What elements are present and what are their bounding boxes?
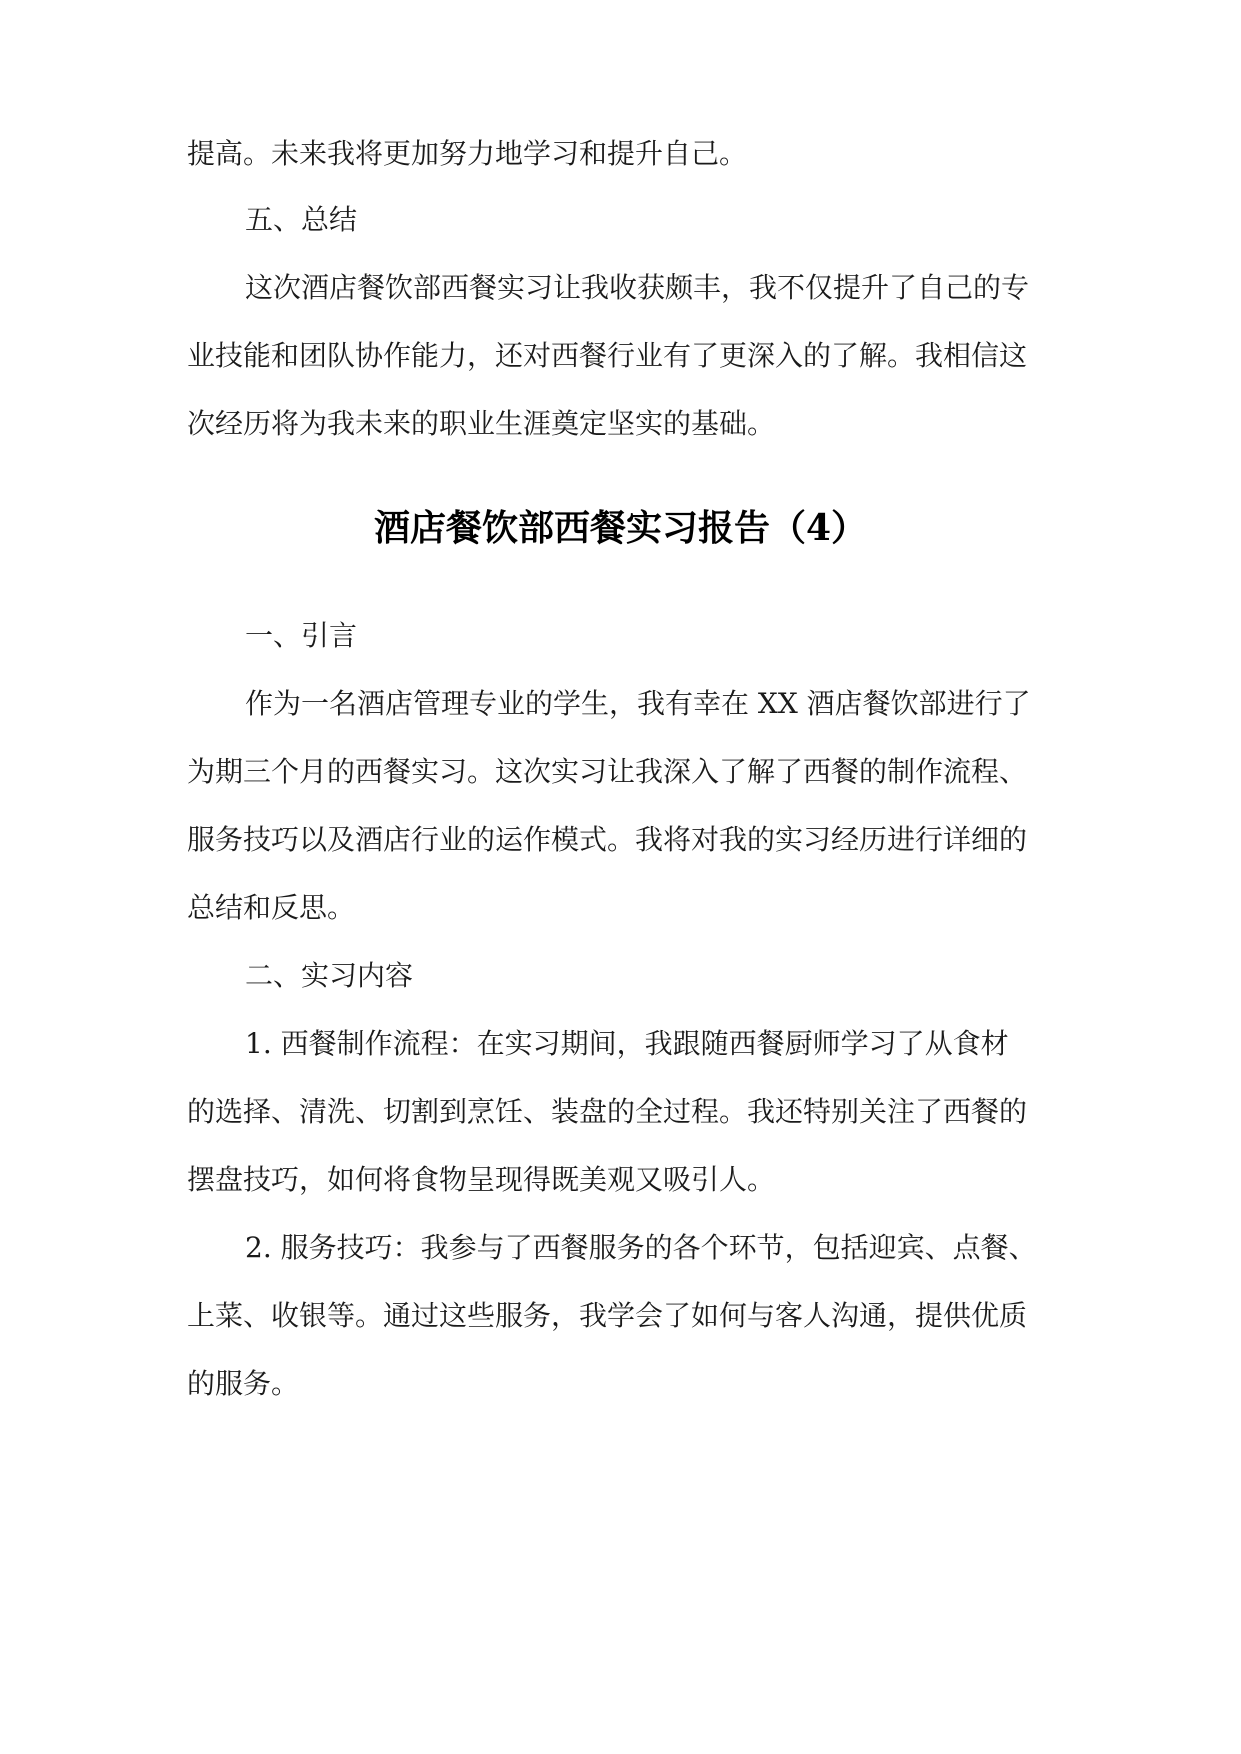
paragraph-line: 这次酒店餐饮部西餐实习让我收获颇丰，我不仅提升了自己的专 xyxy=(245,271,1030,304)
list-item-line: 1. 西餐制作流程：在实习期间，我跟随西餐厨师学习了从食材 xyxy=(245,1027,1009,1060)
paragraph-line: 业技能和团队协作能力，还对西餐行业有了更深入的了解。我相信这 xyxy=(187,339,1028,372)
list-item-line: 上菜、收银等。通过这些服务，我学会了如何与客人沟通，提供优质 xyxy=(187,1299,1028,1332)
section-heading-summary: 五、总结 xyxy=(245,203,358,236)
list-item-line: 2. 服务技巧：我参与了西餐服务的各个环节，包括迎宾、点餐、 xyxy=(245,1231,1037,1264)
list-item-line: 摆盘技巧，如何将食物呈现得既美观又吸引人。 xyxy=(187,1163,776,1196)
report-title: 酒店餐饮部西餐实习报告（4） xyxy=(373,507,868,549)
paragraph-line: 服务技巧以及酒店行业的运作模式。我将对我的实习经历进行详细的 xyxy=(187,823,1028,856)
list-item-line: 的选择、清洗、切割到烹饪、装盘的全过程。我还特别关注了西餐的 xyxy=(187,1095,1028,1128)
continuation-line: 提高。未来我将更加努力地学习和提升自己。 xyxy=(187,137,748,170)
paragraph-line: 作为一名酒店管理专业的学生，我有幸在 XX 酒店餐饮部进行了 xyxy=(245,687,1031,720)
section-heading-content: 二、实习内容 xyxy=(245,959,414,992)
list-item-line: 的服务。 xyxy=(187,1367,300,1400)
paragraph-line: 为期三个月的西餐实习。这次实习让我深入了解了西餐的制作流程、 xyxy=(187,755,1028,788)
paragraph-line: 次经历将为我未来的职业生涯奠定坚实的基础。 xyxy=(187,407,776,440)
paragraph-line: 总结和反思。 xyxy=(187,891,356,924)
section-heading-introduction: 一、引言 xyxy=(245,619,358,652)
